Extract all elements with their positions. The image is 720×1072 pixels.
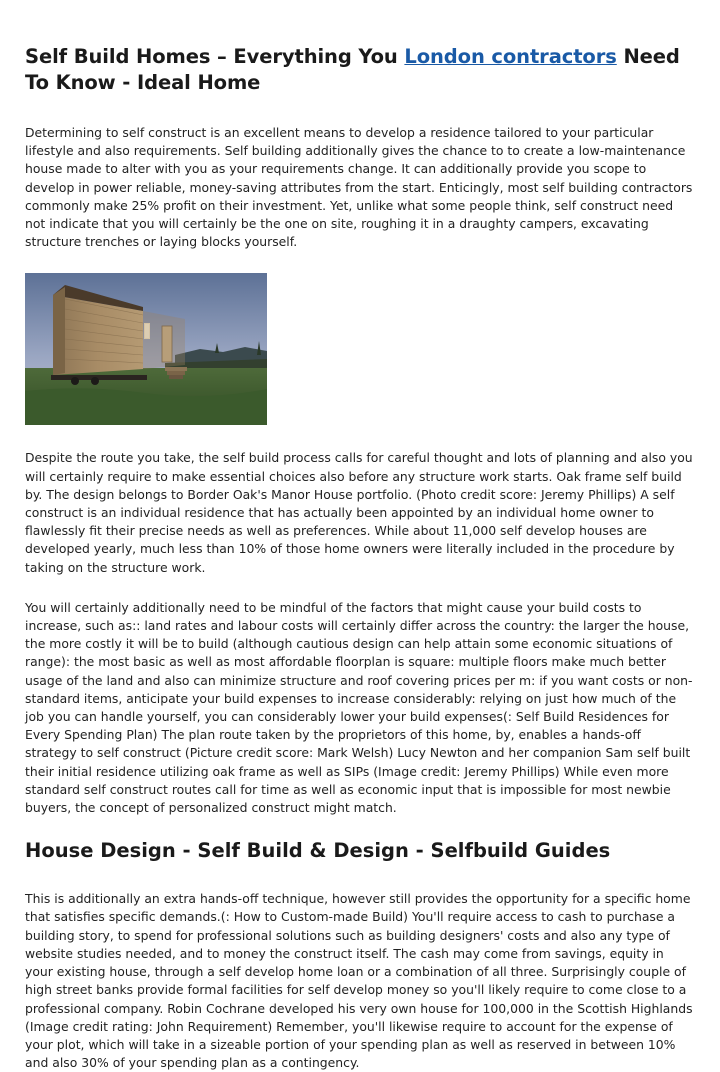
london-contractors-link[interactable]: London contractors (404, 45, 617, 68)
title-text-start: Self Build Homes – Everything You (25, 45, 405, 68)
section-heading: House Design - Self Build & Design - Selfbuild Guides (25, 839, 611, 863)
costs-paragraph: You will certainly additionally need to be mindful of the factors that might cause your build costs to increase, such as:: land rates and labour costs will certainly differ across the country: the larger the house, the more costly it will be to build (although cautious design can help attain some economic situations of range): the most basic as well as most affordable floorplan is square: multiple floors make much better usage of the land and also can minimize structure and roof covering prices per m: if you want costs or non-standard items, anticipate your build expenses to increase considerably: relying on just how much of the job you can handle yourself, you can considerably lower your build expenses(: Self Build Residences for Every Spending Plan) The plan route taken by the proprietors of this home, by, enables a hands-off strategy to self construct (Picture credit score: Mark Welsh) Lucy Newton and her companion Sam self built their initial residence utilizing oak frame as well as SIPs (Image credit: Jeremy Phillips) While even more standard self construct routes call for time as well as economic input that is impossible for most newbie buyers, the concept of personalized construct might match. (25, 599, 693, 816)
tiny-house-photo (25, 273, 267, 425)
route-paragraph: Despite the route you take, the self build process calls for careful thought and lots of planning and also you will certainly require to make essential choices also before any structure work starts. Oak frame self build by. The design belongs to Border Oak's Manor House portfolio. (Photo credit score: Jeremy Phillips) A self construct is an individual residence that has actually been appointed by an individual home owner to flawlessly fit their precise needs as well as preferences. While about 11,000 self develop houses are developed yearly, much less than 10% of those home owners were literally included in the procedure by taking on the structure work. (25, 450, 693, 575)
page-title (25, 44, 694, 96)
funding-paragraph: This is additionally an extra hands-off technique, however still provides the opportunity for a specific home that satisfies specific demands.(: How to Custom-made Build) You'll require access to cash to purchase a building story, to spend for professional solutions such as building designers' costs and also any type of website studies needed, and to money the construct itself. The cash may come from savings, equity in your existing house, through a self develop home loan or a combination of all three. Surprisingly couple of high street banks provide formal facilities for self develop money so you'll likely require to come close to a professional company. Robin Cochrane developed his very own house for 100,000 in the Scottish Highlands (Image credit rating: John Requirement) Remember, you'll likewise require to account for the expense of your plot, which will take in a sizeable portion of your spending plan as well as reserved in between 10% and also 30% of your spending plan as a contingency. (25, 891, 693, 1071)
intro-paragraph: Determining to self construct is an excellent means to develop a residence tailored to your particular lifestyle and also requirements. Self building additionally gives the chance to to create a low-maintenance house made to alter with you as your requirements change. It can additionally provide you scope to develop in power reliable, money-saving attributes from the start. Enticingly, most self building contractors commonly make 25% profit on their investment. Yet, unlike what some people think, self construct need not indicate that you will certainly be the one on site, roughing it in a draughty campers, excavating structure trenches or laying blocks yourself. (25, 125, 693, 250)
title-text-end: Need To Know - Ideal Home (25, 45, 680, 94)
